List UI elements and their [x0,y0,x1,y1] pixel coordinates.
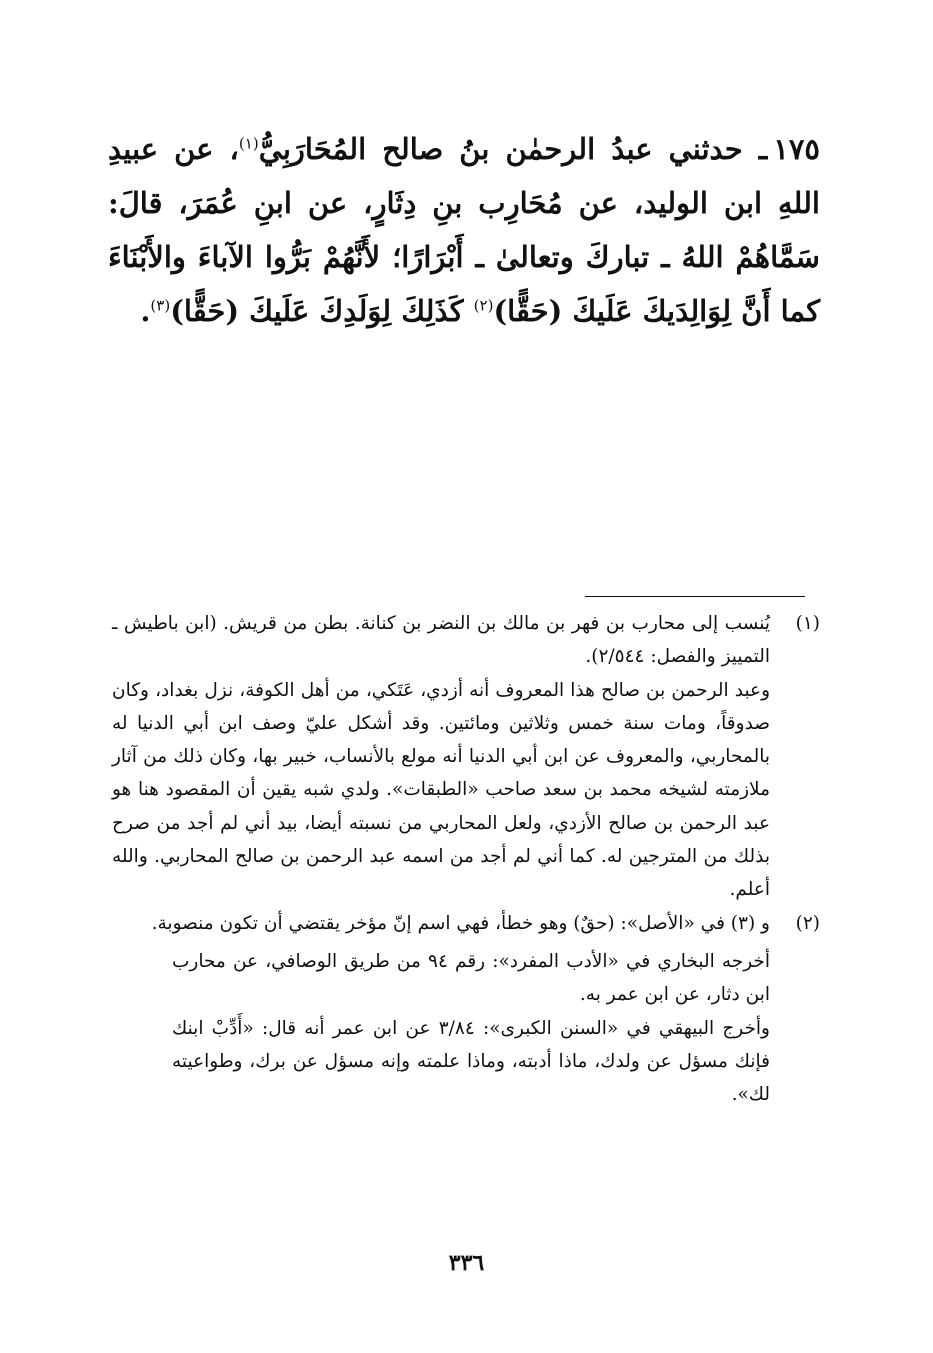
hadith-text [108,122,820,338]
footnote-1 [112,607,820,907]
footnote-ref-2[interactable]: (٢) [473,296,494,315]
hadith-text-end: . [140,294,151,328]
source-paragraph: أخرجه البخاري في «الأدب المفرد»: رقم ٩٤ من طريق الوصافي، عن محارب ابن دثار، عن ابن عمر به. [172,950,770,1006]
footnote-body [112,907,770,940]
footnote-paragraph: وعبد الرحمن بن صالح هذا المعروف أنه أزدي، عَتَكي، من أهل الكوفة، نزل بغداد، وكان صدوقاً، ومات سنة خمس وثلاثين ومائتين. وقد أشكل عليّ وصف ابن أبي الدنيا له بالمحاربي، والمعروف عن ابن أبي الدنيا أنه مولع بالأنساب، خبير بها، وكان ذلك من آثار ملازمته لشيخه محمد بن سعد صاحب «الطبقات». ولدي شبه يقين أن المقصود هنا هو عبد الرحمن بن صالح الأزدي، ولعل المحاربي من نسبته أيضا، بيد أني لم أجد من صرح بذلك من المترجين له. كما أني لم أجد من اسمه عبد الرحمن بن صالح المحاربي. والله أعلم. [112,679,770,901]
footnote-2 [112,907,820,940]
footnote-marker: (١) [795,613,820,634]
source-notes [172,945,770,1111]
hadith-text-part2: ، عن عبيدِ اللهِ ابن الوليد، عن مُحَارِب بنِ دِثَارٍ، عن ابنِ عُمَرَ، قالَ: سَمَّاهُمْ اللهُ ـ تباركَ وتعالىٰ ـ أَبْرَارًا؛ لأَنَّهُمْ بَرُّوا الآباءَ والأَبْنَاءَ كما أَنَّ لِوَالِدَيكَ عَلَيكَ (حَقًّا) [108,132,820,328]
footnote-separator [585,596,805,597]
footnote-paragraph: يُنسب إلى محارب بن فهر بن مالك بن النضر بن كنانة. بطن من قريش. (ابن باطيش ـ التمييز والفصل: ٢/٥٤٤). [112,613,770,668]
hadith-text-part3: كَذَلِكَ لِوَلَدِكَ عَلَيكَ (حَقًّا) [170,294,464,328]
source-paragraph: وأخرج البيهقي في «السنن الكبرى»: ٣/٨٤ عن ابن عمر أنه قال: «أَدِّبْ ابنك فإنك مسؤل عن ولدك، ماذا أدبته، وماذا علمته وإنه مسؤل عن برك، وطواعيته لك». [172,1017,770,1106]
hadith-paragraph [108,122,820,338]
footnote-marker: (٢) [795,912,820,934]
footnote-ref-3[interactable]: (٣) [150,296,171,315]
footnotes [112,607,820,1111]
hadith-text-part1: ـ حدثني عبدُ الرحمٰن بنُ صالح المُحَارَبِيُّ [258,132,768,166]
footnote-ref-1[interactable]: (١) [238,134,259,153]
page-number: ٣٣٦ [448,1250,485,1276]
footnote-body [112,607,770,907]
footnote-paragraph: و (٣) في «الأصل»: (حقٌ) وهو خطأ، فهي اسم إنّ مؤخر يقتضي أن تكون منصوبة. [151,912,770,934]
hadith-number: ١٧٥ [773,132,821,166]
